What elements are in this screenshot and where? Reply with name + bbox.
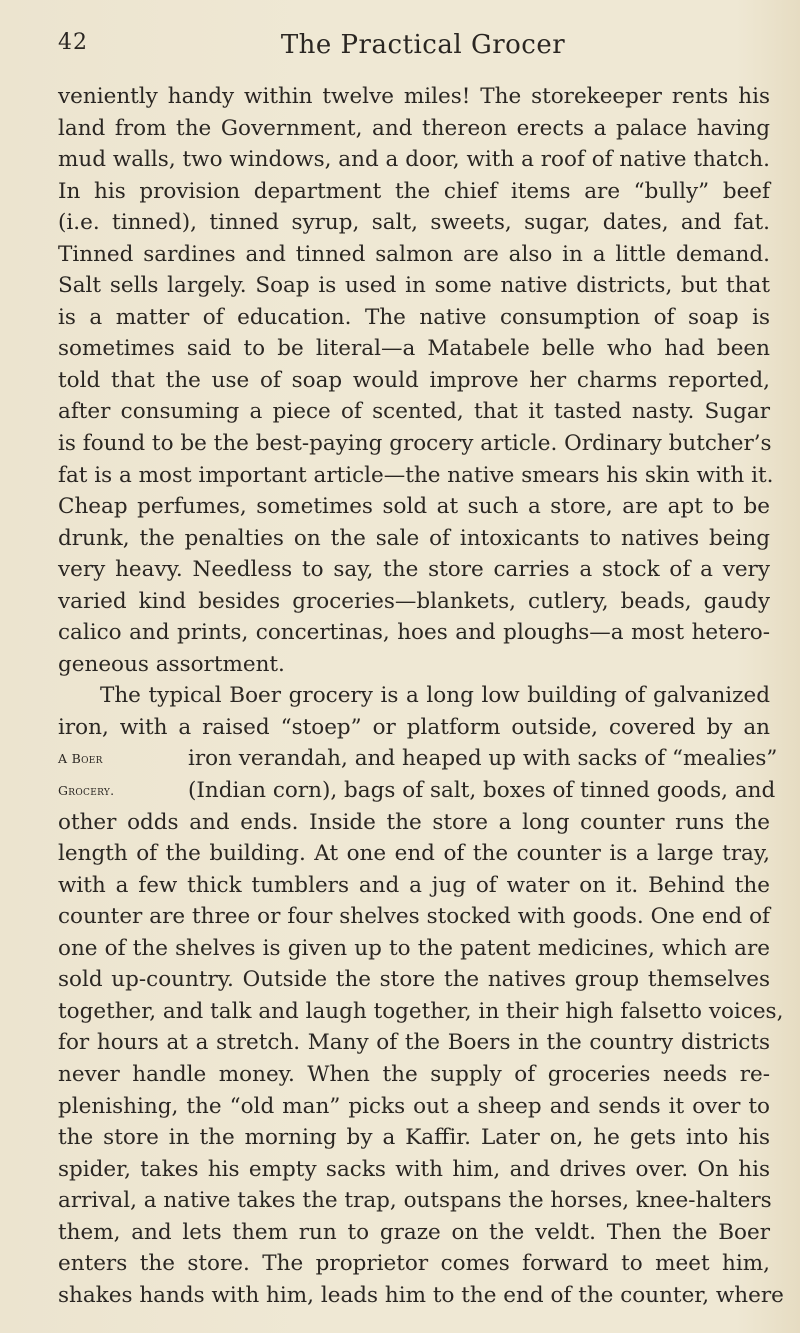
- text-line: land from the Government, and thereon erects a palace having: [58, 115, 770, 141]
- text-line: very heavy. Needless to say, the store carries a stock of a very: [58, 557, 770, 583]
- text-line: iron, with a raised “stoep” or platform outside, covered by an: [58, 714, 770, 740]
- text-line: the store in the morning by a Kaffir. Later on, he gets into his: [58, 1125, 770, 1151]
- text-line: In his provision department the chief items are “bully” beef: [58, 178, 770, 204]
- text-line: Cheap perfumes, sometimes sold at such a store, are apt to be: [58, 494, 770, 520]
- text-line: is a matter of education. The native consumption of soap is: [58, 304, 770, 330]
- text-line: them, and lets them run to graze on the veldt. Then the Boer: [58, 1219, 770, 1245]
- page-header: [58, 30, 758, 70]
- text-line: geneous assortment.: [58, 651, 285, 677]
- text-line: shakes hands with him, leads him to the end of the counter, where: [58, 1282, 784, 1308]
- text-line: for hours at a stretch. Many of the Boers in the country districts: [58, 1030, 770, 1056]
- text-line: arrival, a native takes the trap, outspans the horses, knee-halters: [58, 1188, 772, 1214]
- text-line: is found to be the best-paying grocery article. Ordinary butcher’s: [58, 431, 772, 457]
- text-line: plenishing, the “old man” picks out a sheep and sends it over to: [58, 1093, 770, 1119]
- text-line: varied kind besides groceries—blankets, cutlery, beads, gaudy: [58, 588, 770, 614]
- body-text: [58, 81, 784, 1311]
- text-line: mud walls, two windows, and a door, with a roof of native thatch.: [58, 147, 770, 173]
- text-line: calico and prints, concertinas, hoes and ploughs—a most hetero-: [58, 620, 770, 646]
- text-line: with a few thick tumblers and a jug of water on it. Behind the: [58, 872, 770, 898]
- text-line: drunk, the penalties on the sale of intoxicants to natives being: [58, 525, 770, 551]
- text-line: one of the shelves is given up to the patent medicines, which are: [58, 935, 770, 961]
- text-line: never handle money. When the supply of groceries needs re-: [58, 1061, 770, 1087]
- page-number: 42: [58, 30, 88, 55]
- text-line: iron verandah, and heaped up with sacks of “mealies”: [188, 746, 778, 772]
- sidenote-line: Grocery.: [58, 783, 115, 799]
- text-line: after consuming a piece of scented, that it tasted nasty. Sugar: [58, 399, 770, 425]
- text-line: told that the use of soap would improve her charms reported,: [58, 367, 770, 393]
- running-title: The Practical Grocer: [280, 30, 566, 60]
- sidenote-line: A Boer: [58, 751, 103, 767]
- text-line: counter are three or four shelves stocked with goods. One end of: [58, 904, 770, 930]
- text-line: spider, takes his empty sacks with him, and drives over. On his: [58, 1156, 770, 1182]
- text-line: sold up-country. Outside the store the natives group themselves: [58, 967, 770, 993]
- text-line: fat is a most important article—the native smears his skin with it.: [58, 462, 774, 488]
- text-line: together, and talk and laugh together, in their high falsetto voices,: [58, 998, 784, 1024]
- text-line: sometimes said to be literal—a Matabele belle who had been: [58, 336, 770, 362]
- text-line: Salt sells largely. Soap is used in some native districts, but that: [58, 273, 770, 299]
- text-line: enters the store. The proprietor comes forward to meet him,: [58, 1251, 770, 1277]
- paragraph-start: The typical Boer grocery is a long low building of galvanized: [100, 683, 770, 709]
- text-line: (i.e. tinned), tinned syrup, salt, sweets, sugar, dates, and fat.: [58, 210, 770, 236]
- text-line: other odds and ends. Inside the store a long counter runs the: [58, 809, 770, 835]
- text-line: (Indian corn), bags of salt, boxes of tinned goods, and: [188, 778, 776, 804]
- text-line: Tinned sardines and tinned salmon are also in a little demand.: [58, 241, 770, 267]
- sidenote-block: [58, 743, 778, 806]
- text-line: veniently handy within twelve miles! The storekeeper rents his: [58, 84, 770, 109]
- text-line: length of the building. At one end of the counter is a large tray,: [58, 841, 770, 867]
